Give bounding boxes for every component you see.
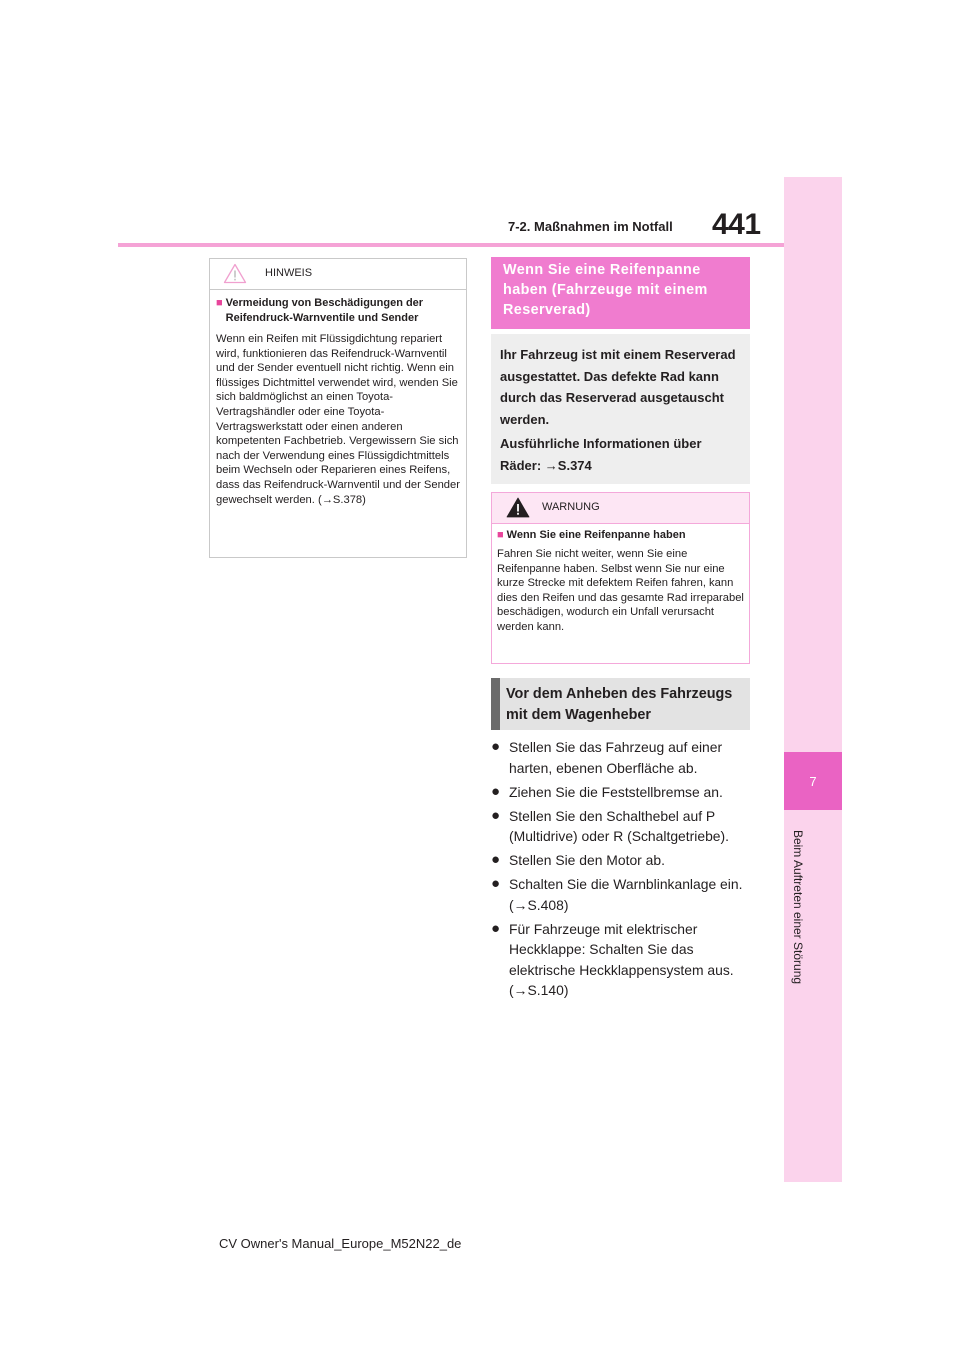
list-item: ● Für Fahrzeuge mit elektrischer Heckklappe: Schalten Sie das elektrische Heckklappensystem aus. (→S.140) [491, 919, 753, 1001]
list-item: ● Schalten Sie die Warnblinkanlage ein. (→S.408) [491, 874, 753, 915]
header-rule [118, 243, 784, 247]
spare-wheel-info: Ihr Fahrzeug ist mit einem Reserverad ausgestattet. Das defekte Rad kann durch das Reserverad ausgetauscht werden. [500, 347, 736, 427]
chapter-number: 7 [784, 752, 842, 810]
warning-header [492, 493, 749, 524]
page-number: 441 [712, 208, 761, 241]
caution-triangle-icon [223, 263, 247, 289]
list-item: ● Stellen Sie den Schalthebel auf P (Multidrive) oder R (Schaltgetriebe). [491, 806, 753, 847]
notice-title: HINWEIS [265, 267, 313, 279]
warning-title: WARNUNG [542, 501, 600, 513]
warning-triangle-icon [506, 497, 530, 523]
wheel-reference-link[interactable]: Ausführliche Informationen über Räder: →S.374 [500, 436, 702, 473]
spare-wheel-heading: Wenn Sie eine Reifenpanne haben (Fahrzeuge mit einem Reserverad) [491, 257, 750, 329]
footer-text: CV Owner's Manual_Europe_M52N22_de [219, 1236, 462, 1251]
bullet-dot-icon: ● [491, 919, 501, 937]
warning-text: Fahren Sie nicht weiter, wenn Sie eine Reifenpanne haben. Selbst wenn Sie nur eine kurze Strecke mit defektem Reifen fahren, kann dies den Reifen und das gesamte Rad irreparabel beschädigen, wodurch ein Unfall verursacht werden kann. [497, 548, 744, 633]
list-item: ● Ziehen Sie die Feststellbremse an. [491, 782, 753, 803]
bullet-dot-icon: ● [491, 875, 501, 892]
notice-box [209, 258, 467, 558]
list-item: ● Stellen Sie den Motor ab. [491, 850, 753, 871]
notice-heading: ■ Vermeidung von Beschädigungen der Reifendruck-Warnventile und Sender [216, 297, 424, 324]
chapter-side-tab [784, 177, 842, 1182]
square-bullet-icon: ■ [216, 297, 223, 309]
warning-box [491, 492, 750, 664]
notice-header [210, 259, 466, 290]
square-bullet-icon: ■ [497, 529, 504, 541]
chapter-label-wrap [785, 818, 811, 996]
bullet-dot-icon: ● [491, 738, 501, 755]
jack-steps-list [491, 737, 753, 1004]
spare-wheel-info-box [491, 334, 750, 484]
warning-heading: ■ Wenn Sie eine Reifenpanne haben [497, 529, 686, 541]
bullet-dot-icon: ● [491, 782, 501, 800]
chapter-label: Beim Auftreten einer Störung [791, 829, 805, 985]
bullet-dot-icon: ● [491, 806, 501, 824]
jack-heading: Vor dem Anheben des Fahrzeugs mit dem Wagenheber [491, 678, 750, 730]
notice-text: Wenn ein Reifen mit Flüssigdichtung repariert wird, funktionieren das Reifendruck-Warnventil und der Sender eventuell nicht richtig. Wenn ein flüssiges Dichtmittel verwendet wird, wenden Sie sich baldmöglichst an einen Toyota-Vertragshändler oder eine Toyota-Vertragswerkstatt oder einen anderen kompetenten Fachbetrieb. Vergewissern Sie sich nach der Verwendung eines Flüssigdichtmittels beim Wechseln oder Reparieren eines Reifens, dass das Reifendruck-Warnventil und der Sender gewechselt werden. (→S.378) [216, 333, 460, 506]
bullet-dot-icon: ● [491, 851, 501, 868]
list-item: ● Stellen Sie das Fahrzeug auf einer harten, ebenen Oberfläche ab. [491, 737, 753, 778]
section-title: 7-2. Maßnahmen im Notfall [508, 219, 673, 234]
